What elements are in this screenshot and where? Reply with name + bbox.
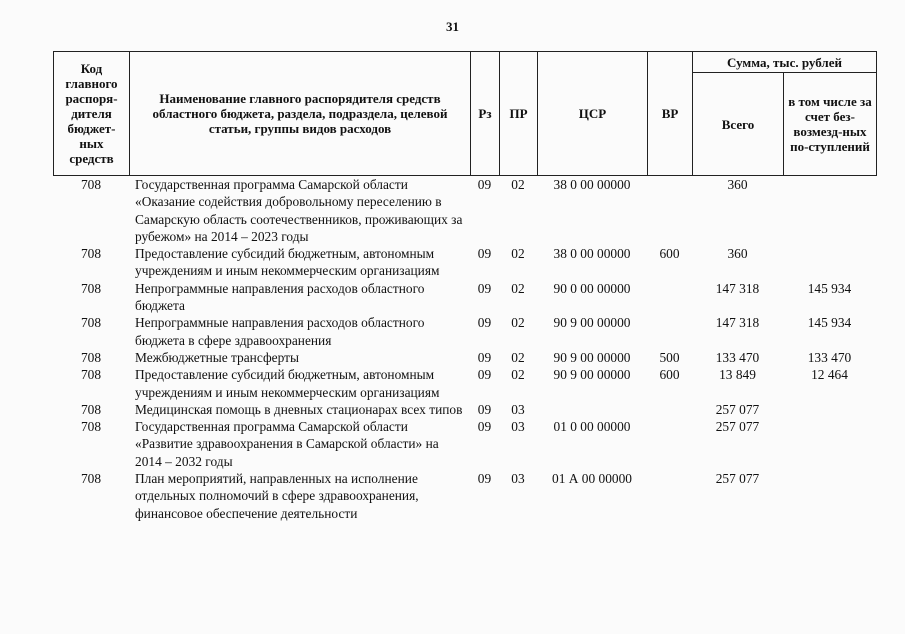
cell-free: 133 470 [807,349,852,365]
cell-name: Предоставление субсидий бюджетным, автономным учреждениям и иным некоммерческим организациям [135,367,440,400]
header-name: Наименование главного распорядителя средств областного бюджета, раздела, подраздела, целевой статьи, группы видов расходов [130,52,471,176]
cell-pr: 02 [511,177,525,192]
cell-code: 708 [80,246,102,262]
table-row [53,245,876,280]
cell-code: 708 [80,471,102,487]
cell-free [783,176,876,245]
cell-csr: 38 0 00 00000 [553,177,631,192]
cell-rz: 09 [477,367,492,383]
budget-table-body [53,176,876,522]
page-number: 31 [446,19,459,34]
cell-code: 708 [80,367,102,383]
cell-csr: 90 0 00 00000 [553,280,631,296]
cell-total: 360 [727,177,748,192]
cell-name: Медицинская помощь в дневных стационарах всех типов [135,401,463,417]
cell-free: 12 464 [811,367,848,383]
cell-rz: 09 [477,177,492,192]
cell-total: 147 318 [715,315,760,331]
cell-pr: 03 [511,401,525,417]
cell-csr: 01 0 00 00000 [553,419,631,435]
cell-pr: 02 [511,367,525,383]
cell-code: 708 [80,177,102,192]
cell-free: 145 934 [807,315,852,331]
cell-free [783,245,876,280]
cell-total: 257 077 [715,419,760,435]
table-row [53,470,876,522]
cell-csr: 38 0 00 00000 [553,246,631,262]
cell-rz: 09 [477,246,492,262]
cell-free [783,401,876,418]
cell-rz: 09 [477,349,492,365]
table-row [53,349,876,366]
cell-vr: 600 [659,246,680,262]
cell-pr: 02 [511,315,525,331]
table-row [53,280,876,315]
cell-csr: 01 А 00 00000 [552,471,632,487]
cell-csr: 90 9 00 00000 [553,349,631,365]
header-rz: Рз [471,52,500,176]
cell-name: Государственная программа Самарской области «Оказание содействия добровольному переселению в Самарскую область соотечественников, проживающих за рубежом» на 2014 – 2023 годы [135,177,463,244]
cell-csr: 90 9 00 00000 [553,367,631,383]
header-code: Код главного распоря-дителя бюджет-ных средств [54,52,130,176]
header-sum: Сумма, тыс. рублей [693,52,877,73]
header-free: в том числе за счет без-возмезд-ных по-ступлений [784,73,877,176]
cell-total: 13 849 [719,367,756,383]
cell-rz: 09 [477,280,492,296]
cell-pr: 02 [511,349,525,365]
cell-total: 147 318 [715,280,760,296]
cell-vr: 600 [659,367,680,383]
header-csr: ЦСР [538,52,648,176]
cell-name: Государственная программа Самарской области «Развитие здравоохранения в Самарской области» на 2014 – 2032 годы [135,419,439,469]
cell-rz: 09 [477,315,492,331]
cell-pr: 02 [511,280,525,296]
table-row [53,401,876,418]
cell-name: Непрограммные направления расходов областного бюджета [135,280,425,314]
cell-name: Межбюджетные трансферты [135,349,299,365]
table-header [53,51,877,176]
cell-vr [647,401,692,418]
cell-pr: 03 [511,419,525,435]
table-row [53,176,876,245]
cell-csr [537,401,647,418]
cell-vr [647,280,692,315]
cell-total: 133 470 [715,349,760,365]
cell-code: 708 [80,315,102,331]
table-row [53,418,876,470]
cell-pr: 03 [511,471,525,487]
cell-rz: 09 [477,419,492,435]
cell-vr [647,314,692,349]
cell-name: Предоставление субсидий бюджетным, автономным учреждениям и иным некоммерческим организациям [135,246,440,279]
cell-vr: 500 [659,349,680,365]
header-vr: ВР [648,52,693,176]
cell-vr [647,470,692,522]
table-row [53,314,876,349]
cell-free [783,418,876,470]
cell-name: Непрограммные направления расходов областного бюджета в сфере здравоохранения [135,315,425,348]
cell-free: 145 934 [807,280,852,296]
cell-csr: 90 9 00 00000 [553,315,631,331]
header-total: Всего [693,73,784,176]
cell-rz: 09 [477,401,492,417]
cell-vr [647,418,692,470]
cell-code: 708 [80,349,102,365]
cell-free [783,470,876,522]
cell-vr [647,176,692,245]
cell-code: 708 [80,419,102,435]
header-pr: ПР [500,52,538,176]
cell-pr: 02 [511,246,525,262]
cell-total: 257 077 [715,401,760,417]
cell-total: 257 077 [715,471,760,487]
cell-total: 360 [727,246,748,262]
cell-code: 708 [80,401,102,417]
cell-rz: 09 [477,471,492,487]
table-row [53,366,876,401]
cell-code: 708 [80,280,102,296]
cell-name: План мероприятий, направленных на исполнение отдельных полномочий в сфере здравоохранения, финансовое обеспечение деятельности [135,471,419,521]
